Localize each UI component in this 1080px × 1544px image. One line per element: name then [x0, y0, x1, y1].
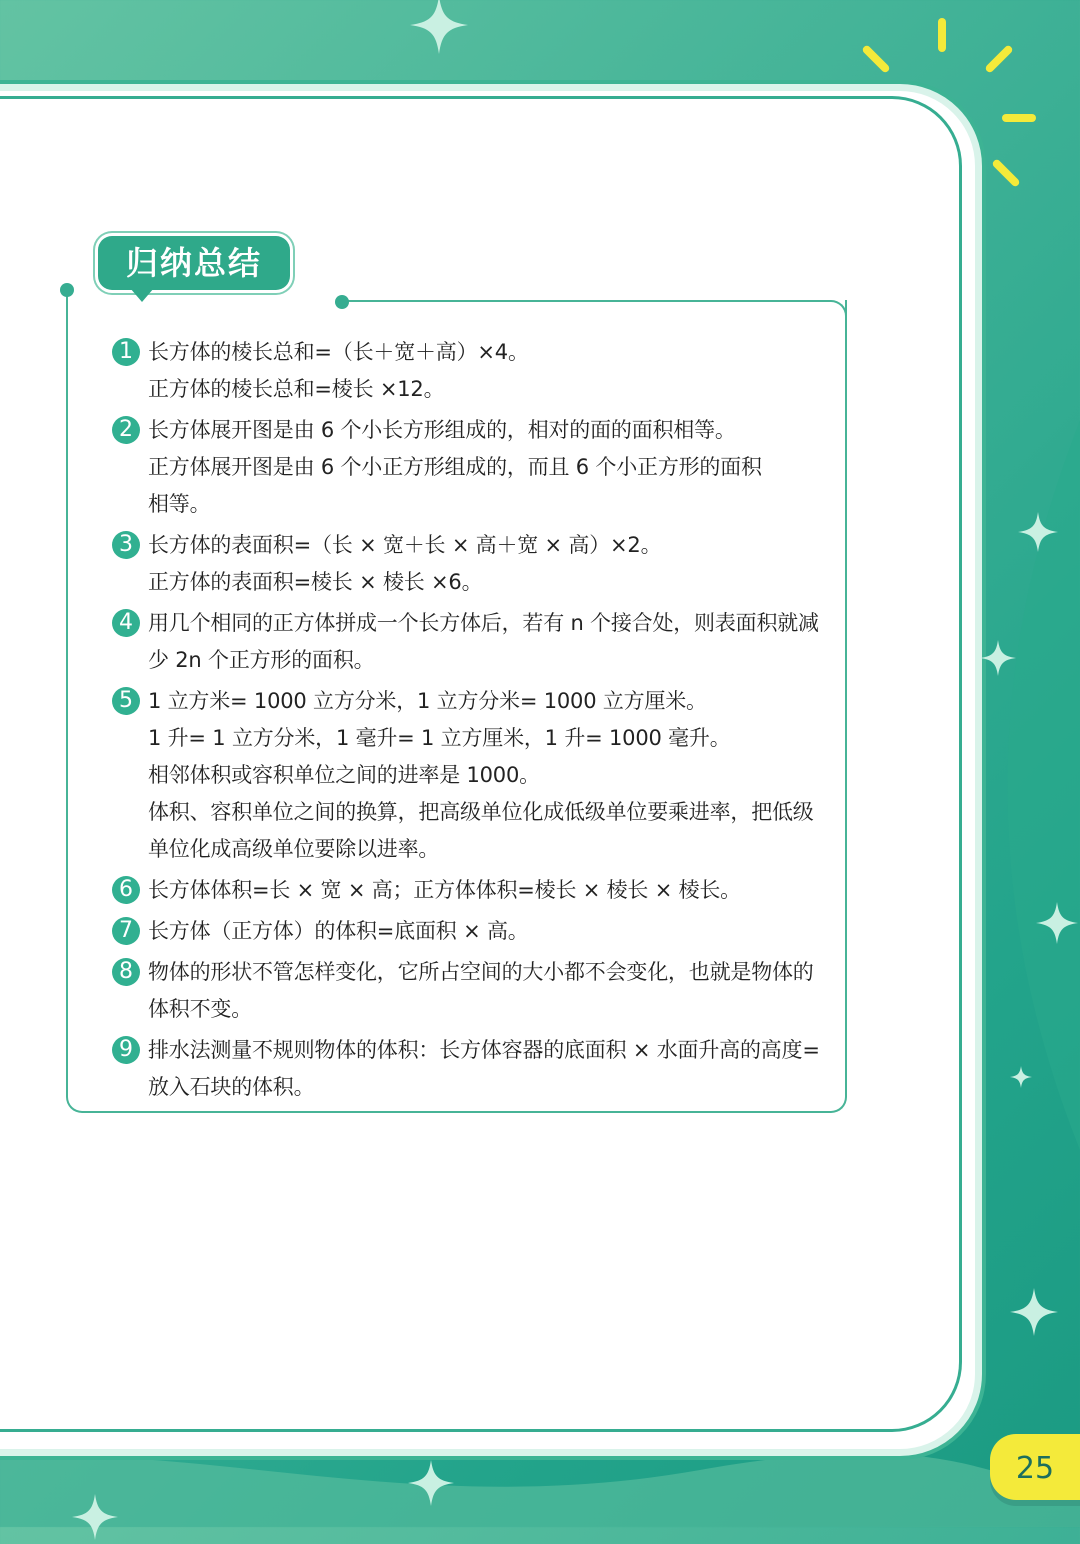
item-number: 2	[112, 416, 140, 444]
sparkle-icon	[980, 640, 1016, 680]
sparkle-icon	[1018, 512, 1058, 556]
item-text: 少 2n 个正方形的面积。	[148, 648, 375, 672]
sparkle-icon	[408, 1460, 454, 1510]
sun-ray-decoration	[1002, 114, 1036, 122]
item-text: 放入石块的体积。	[148, 1075, 315, 1099]
item-number: 6	[112, 876, 140, 904]
item-text: 体积不变。	[148, 997, 252, 1021]
item-text: 用几个相同的正方体拼成一个长方体后，若有 n 个接合处，则表面积就减	[148, 611, 819, 635]
sun-ray-decoration	[938, 18, 946, 52]
section-title: 归纳总结	[125, 244, 262, 282]
item-text: 相邻体积或容积单位之间的进率是 1000。	[148, 763, 540, 787]
item-text: 1 立方米= 1000 立方分米，1 立方分米= 1000 立方厘米。	[148, 689, 707, 713]
item-number: 9	[112, 1036, 140, 1064]
item-text: 长方体的表面积=（长 × 宽＋长 × 高＋宽 × 高）×2。	[148, 533, 662, 557]
list-item	[112, 527, 842, 601]
item-number: 8	[112, 958, 140, 986]
item-text: 正方体的棱长总和=棱长 ×12。	[148, 377, 445, 401]
item-text: 正方体的表面积=棱长 × 棱长 ×6。	[148, 570, 483, 594]
summary-list	[112, 334, 842, 1110]
list-item	[112, 605, 842, 679]
sparkle-icon	[1036, 902, 1078, 948]
item-number: 5	[112, 687, 140, 715]
frame-dot	[335, 295, 349, 309]
item-text: 1 升= 1 立方分米，1 毫升= 1 立方厘米，1 升= 1000 毫升。	[148, 726, 731, 750]
item-number: 3	[112, 531, 140, 559]
frame-line	[340, 300, 847, 320]
list-item	[112, 872, 842, 909]
item-text: 体积、容积单位之间的换算，把高级单位化成低级单位要乘进率，把低级	[148, 800, 814, 824]
item-text: 正方体展开图是由 6 个小正方形组成的，而且 6 个小正方形的面积	[148, 455, 762, 479]
item-number: 4	[112, 609, 140, 637]
item-text: 相等。	[148, 492, 211, 516]
item-text: 单位化成高级单位要除以进率。	[148, 837, 440, 861]
sparkle-icon	[410, 0, 468, 58]
frame-dot	[60, 283, 74, 297]
list-item	[112, 683, 842, 868]
item-text: 长方体体积=长 × 宽 × 高；正方体体积=棱长 × 棱长 × 棱长。	[148, 878, 741, 902]
page-number: 25	[1015, 1451, 1055, 1486]
sparkle-icon	[1010, 1288, 1058, 1340]
list-item	[112, 954, 842, 1028]
item-text: 长方体（正方体）的体积=底面积 × 高。	[148, 919, 529, 943]
sparkle-icon	[1010, 1066, 1032, 1092]
item-number: 1	[112, 338, 140, 366]
list-item	[112, 412, 842, 523]
list-item	[112, 913, 842, 950]
list-item	[112, 1032, 842, 1106]
item-text: 长方体的棱长总和=（长＋宽＋高）×4。	[148, 340, 529, 364]
item-number: 7	[112, 917, 140, 945]
sparkle-icon	[72, 1494, 118, 1544]
item-text: 长方体展开图是由 6 个小长方形组成的，相对的面的面积相等。	[148, 418, 736, 442]
item-text: 物体的形状不管怎样变化，它所占空间的大小都不会变化，也就是物体的	[148, 960, 814, 984]
item-text: 排水法测量不规则物体的体积：长方体容器的底面积 × 水面升高的高度=	[148, 1038, 820, 1062]
list-item	[112, 334, 842, 408]
section-tag-tail	[130, 288, 154, 302]
